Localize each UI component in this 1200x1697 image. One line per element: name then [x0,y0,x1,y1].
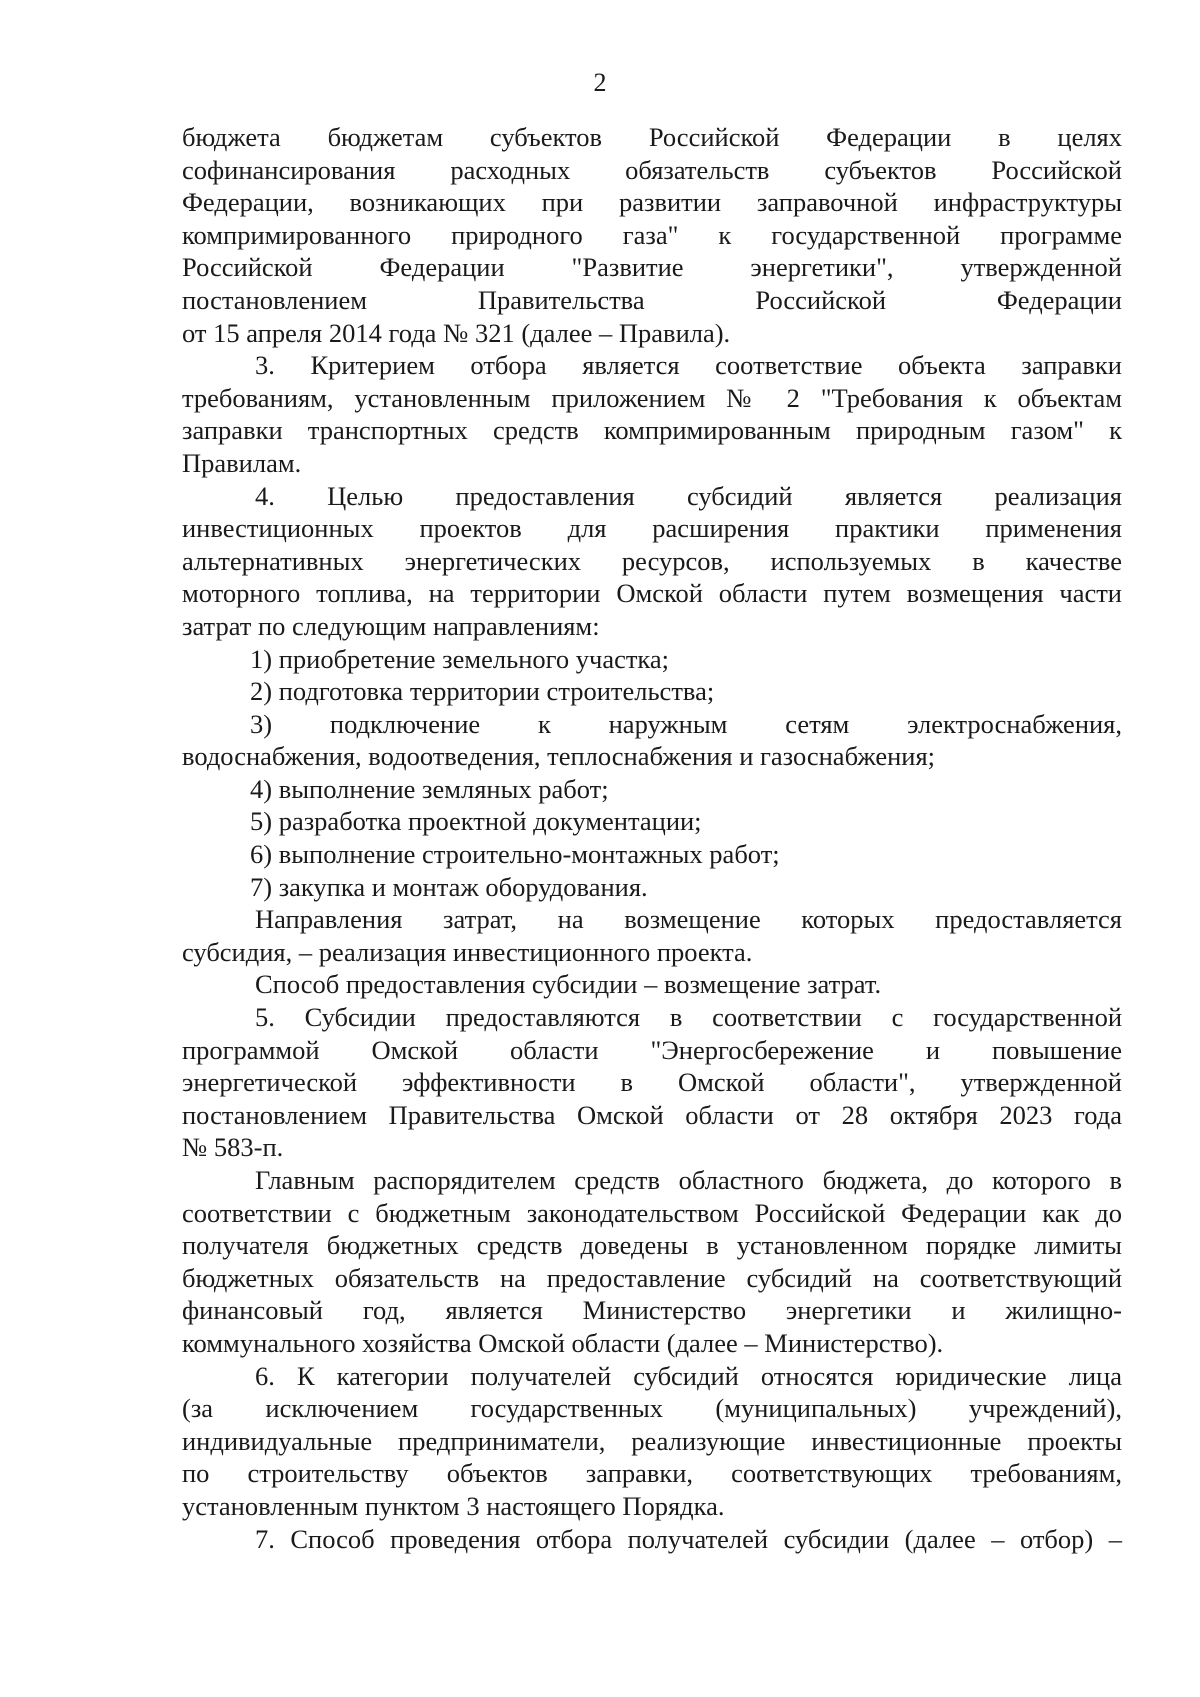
text-line: 7. Способ проведения отбора получателей субсидии (далее – отбор) – [255,1523,1122,1554]
text-line: коммунального хозяйства Омской области (далее – Министерство). [182,1327,944,1358]
text-line: индивидуальные предприниматели, реализующие инвестиционные проекты [182,1425,1122,1456]
text-line: 2) подготовка территории строительства; [250,676,715,707]
text-line: Правилам. [182,447,302,478]
text-line: водоснабжения, водоотведения, теплоснабжения и газоснабжения; [182,741,936,772]
text-line: 5) разработка проектной документации; [250,806,702,837]
text-line: 5. Субсидии предоставляются в соответствии с государственной [255,1002,1122,1033]
text-line: субсидия, – реализация инвестиционного проекта. [182,936,753,967]
text-line: Российской Федерации "Развитие энергетики", утвержденной [182,252,1122,283]
text-line: 3. Критерием отбора является соответствие объекта заправки [255,350,1122,381]
text-line: требованиям, установленным приложением № 2 "Требования к объектам [182,382,1122,413]
text-line: 4. Целью предоставления субсидий является реализация [255,480,1122,511]
page-number: 2 [593,68,607,97]
text-line: по строительству объектов заправки, соответствующих требованиям, [182,1458,1122,1489]
text-line: финансовый год, является Министерство энергетики и жилищно- [182,1295,1122,1326]
text-line: (за исключением государственных (муниципальных) учреждений), [182,1393,1122,1424]
text-line: моторного топлива, на территории Омской области путем возмещения части [182,578,1122,609]
text-line: Способ предоставления субсидии – возмещение затрат. [255,969,882,1000]
text-line: Главным распорядителем средств областного бюджета, до которого в [255,1165,1122,1195]
text-line: 6) выполнение строительно-монтажных работ; [250,839,780,870]
text-line: от 15 апреля 2014 года № 321 (далее – Правила). [182,317,731,348]
text-line: постановлением Правительства Омской области от 28 октября 2023 года [182,1099,1122,1130]
text-line: 7) закупка и монтаж оборудования. [250,871,648,902]
text-line: энергетической эффективности в Омской области", утвержденной [182,1067,1122,1098]
document-body [182,121,1122,1555]
text-line: 4) выполнение земляных работ; [250,773,609,804]
text-line: Федерации, возникающих при развитии заправочной инфраструктуры [182,187,1122,218]
text-line: заправки транспортных средств компримированным природным газом" к [182,415,1122,446]
text-line: № 583-п. [182,1132,284,1163]
text-line: затрат по следующим направлениям: [182,610,600,641]
text-line: бюджетных обязательств на предоставление субсидий на соответствующий [182,1262,1122,1293]
text-line: постановлением Правительства Российской Федерации [182,284,1122,315]
text-line: получателя бюджетных средств доведены в установленном порядке лимиты [182,1230,1122,1261]
text-line: программой Омской области "Энергосбережение и повышение [182,1034,1122,1065]
text-line: соответствии с бюджетным законодательством Российской Федерации как до [182,1197,1122,1228]
text-line: альтернативных энергетических ресурсов, используемых в качестве [182,545,1122,576]
text-line: Направления затрат, на возмещение которых предоставляется [255,904,1122,935]
text-line: 1) приобретение земельного участка; [250,643,670,674]
text-line: 3) подключение к наружным сетям электроснабжения, [250,708,1122,739]
text-line: софинансирования расходных обязательств субъектов Российской [182,154,1122,185]
text-line: 6. К категории получателей субсидий относятся юридические лица [255,1360,1122,1391]
text-line: бюджета бюджетам субъектов Российской Федерации в целях [182,122,1122,152]
text-line: компримированного природного газа" к государственной программе [182,219,1122,250]
text-line: установленным пунктом 3 настоящего Порядка. [182,1490,725,1521]
text-line: инвестиционных проектов для расширения практики применения [182,513,1122,544]
